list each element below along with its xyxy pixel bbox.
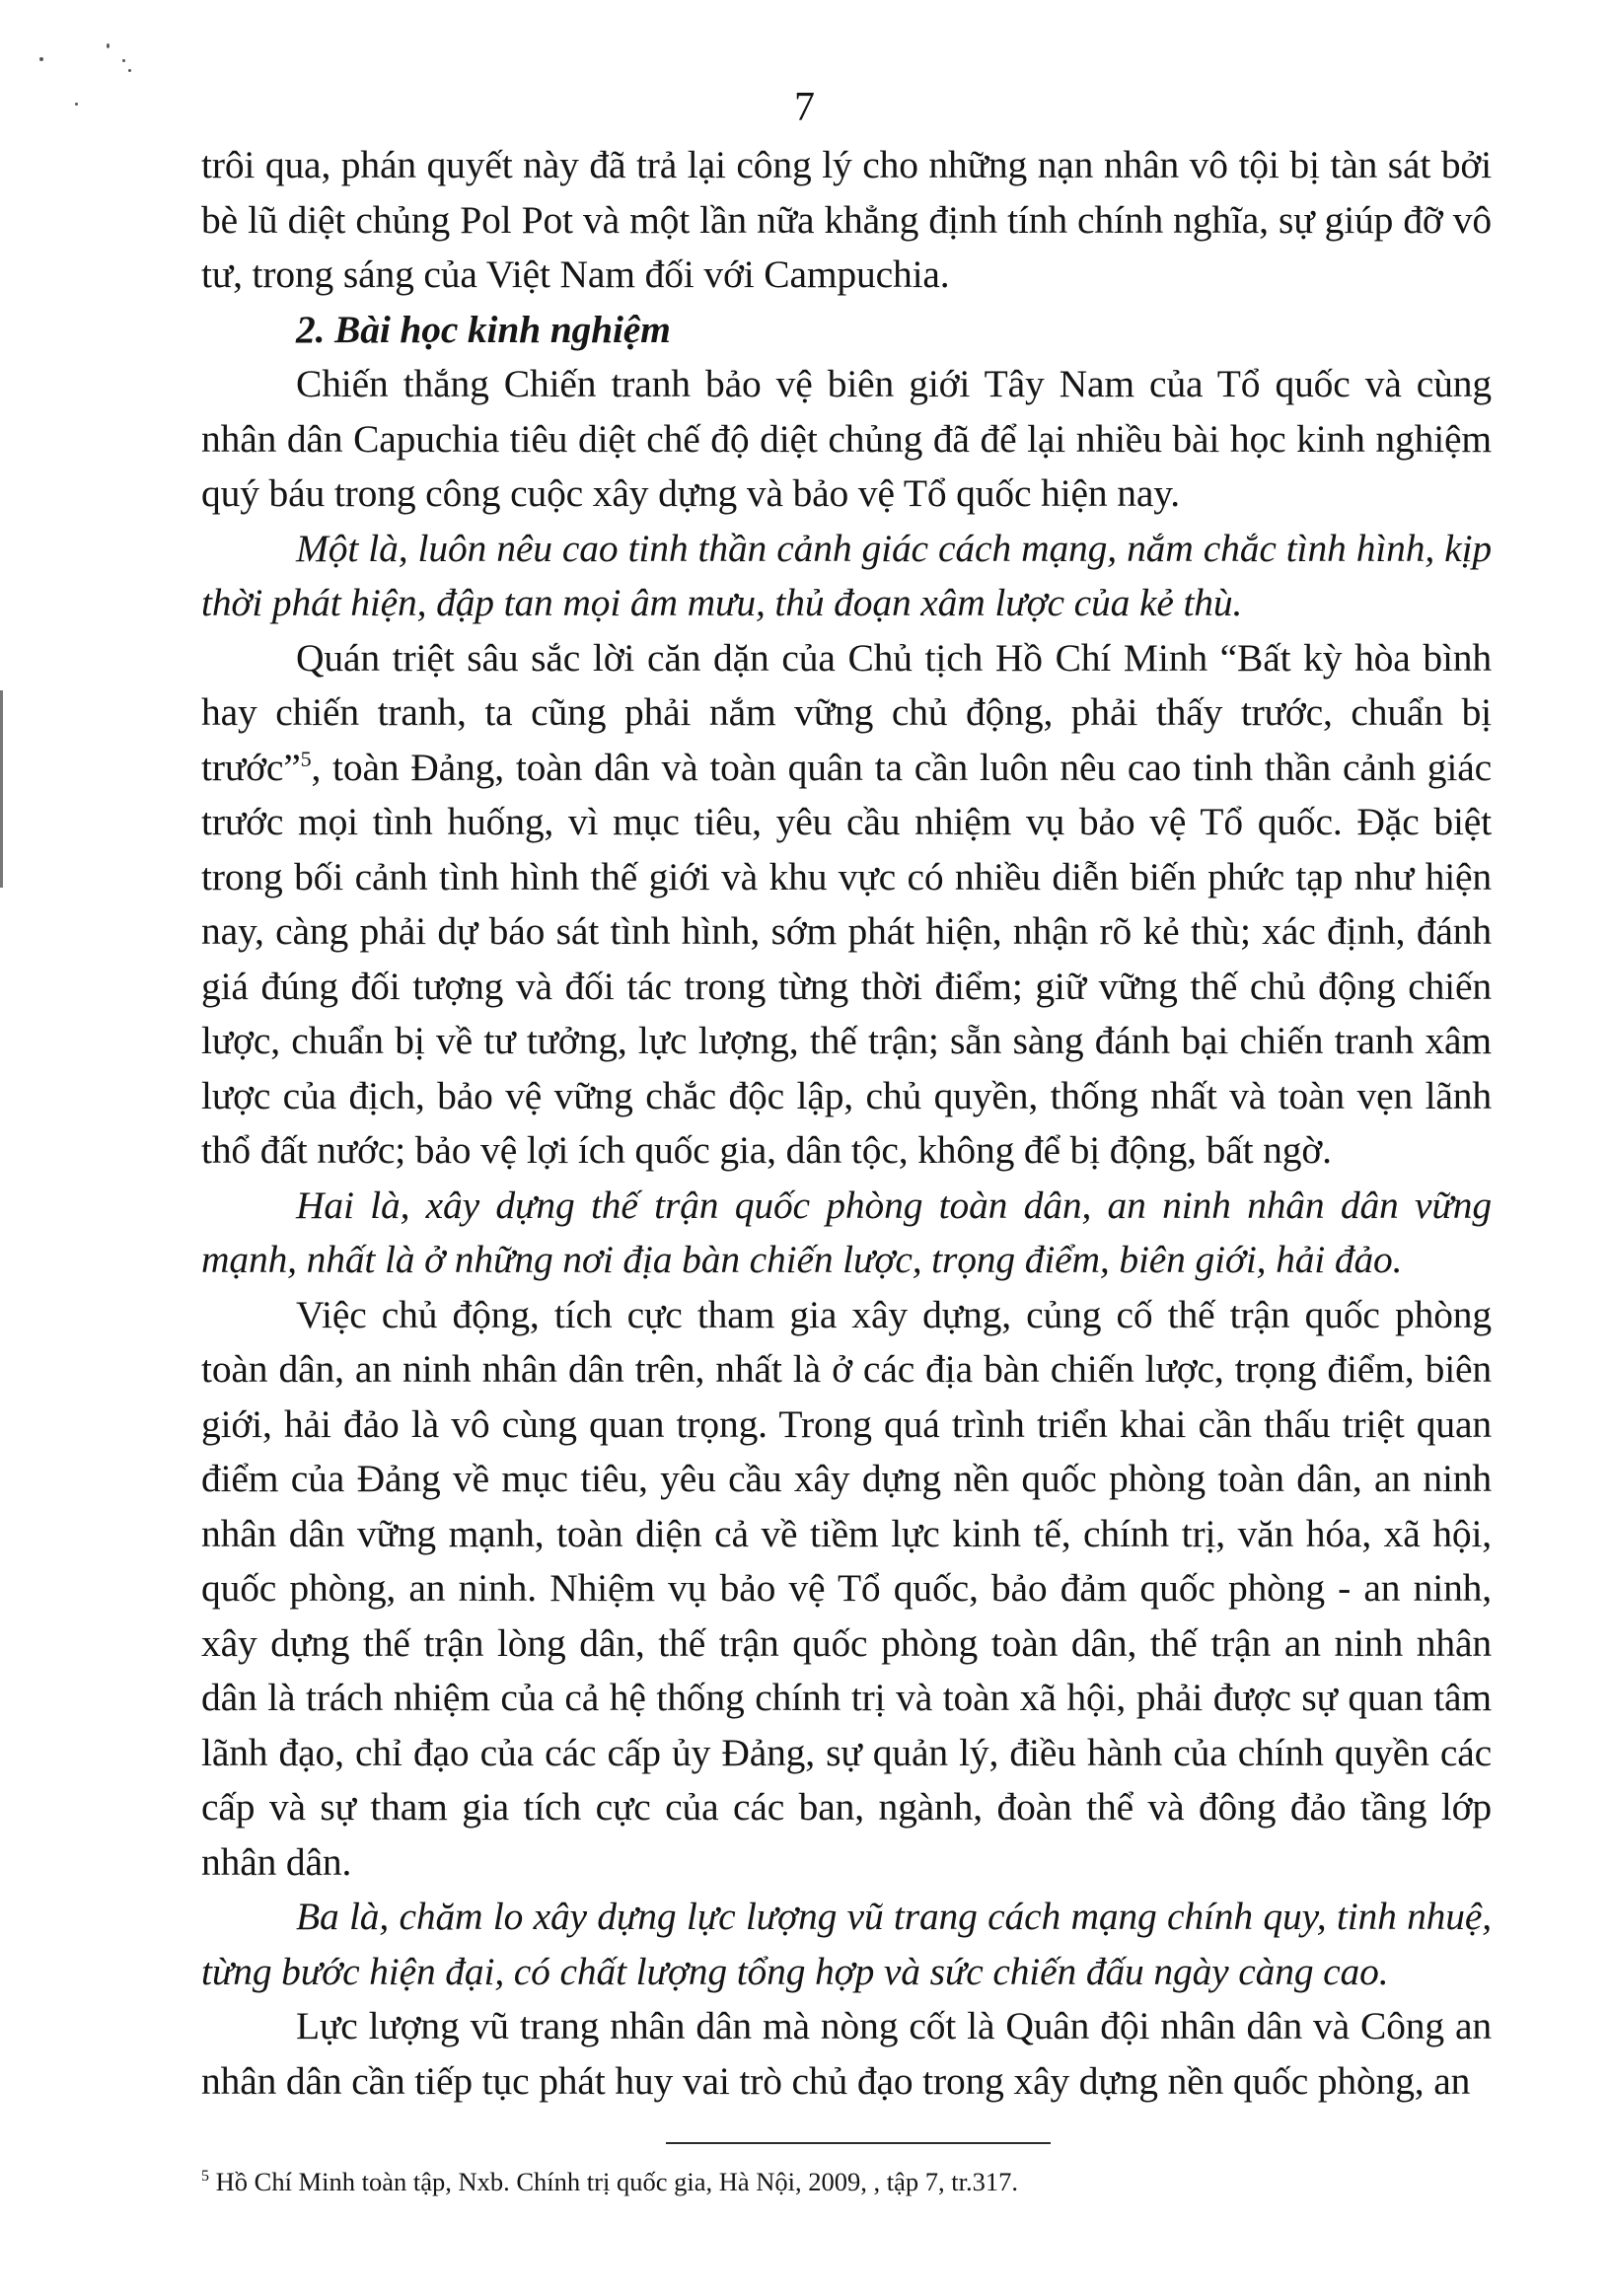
footnote: [201, 2165, 1484, 2198]
lesson-two: Hai là, xây dựng thế trận quốc phòng toàn dân, an ninh nhân dân vững mạnh, nhất là ở những nơi địa bàn chiến lược, trọng điểm, biên giới, hải đảo.: [201, 1183, 1492, 1281]
footnote-reference: 5: [300, 746, 312, 771]
footnote-text: Hồ Chí Minh toàn tập, Nxb. Chính trị quốc gia, Hà Nội, 2009, , tập 7, tr.317.: [209, 2167, 1018, 2196]
scan-speck: [122, 59, 125, 62]
scan-speck: [39, 57, 43, 61]
paragraph-lesson-two: Việc chủ động, tích cực tham gia xây dựng, củng cố thế trận quốc phòng toàn dân, an ninh nhân dân trên, nhất là ở các địa bàn chiến lược, trọng điểm, biên giới, hải đảo là vô cùng quan trọng. Trong quá trình triển khai cần thấu triệt quan điểm của Đảng về mục tiêu, yêu cầu xây dựng nền quốc phòng toàn dân, an ninh nhân dân vững mạnh, toàn diện cả về tiềm lực kinh tế, chính trị, văn hóa, xã hội, quốc phòng, an ninh. Nhiệm vụ bảo vệ Tổ quốc, bảo đảm quốc phòng - an ninh, xây dựng thế trận lòng dân, thế trận quốc phòng toàn dân, thế trận an ninh nhân dân là trách nhiệm của cả hệ thống chính trị và toàn xã hội, phải được sự quan tâm lãnh đạo, chỉ đạo của các cấp ủy Đảng, sự quản lý, điều hành của chính quyền các cấp và sự tham gia tích cực của các ban, ngành, đoàn thể và đông đảo tầng lớp nhân dân.: [201, 1292, 1492, 1884]
paragraph-lesson-one-lead: Quán triệt sâu sắc lời căn dặn của Chủ tịch Hồ Chí Minh “Bất kỳ hòa bình hay chiến tranh, ta cũng phải nắm vững chủ động, phải thấy trước, chuẩn bị trước”: [201, 635, 1492, 789]
paragraph-lesson-one: [201, 631, 1492, 1179]
footnote-separator: [666, 2142, 1051, 2144]
scan-edge-mark: [0, 690, 3, 888]
body-text: [201, 138, 1492, 2109]
section-heading: 2. Bài học kinh nghiệm: [296, 307, 671, 351]
lesson-one: Một là, luôn nêu cao tinh thần cảnh giác cách mạng, nắm chắc tình hình, kịp thời phát hiện, đập tan mọi âm mưu, thủ đoạn xâm lược của kẻ thù.: [201, 526, 1492, 624]
footnote-number: 5: [201, 2168, 209, 2186]
scan-speck: [128, 69, 131, 72]
paragraph-lesson-one-body: , toàn Đảng, toàn dân và toàn quân ta cần luôn nêu cao tinh thần cảnh giác trước mọi tình huống, vì mục tiêu, yêu cầu nhiệm vụ bảo vệ Tổ quốc. Đặc biệt trong bối cảnh tình hình thế giới và khu vực có nhiều diễn biến phức tạp như hiện nay, càng phải dự báo sát tình hình, sớm phát hiện, nhận rõ kẻ thù; xác định, đánh giá đúng đối tượng và đối tác trong từng thời điểm; giữ vững thế chủ động chiến lược, chuẩn bị về tư tưởng, lực lượng, thế trận; sẵn sàng đánh bại chiến tranh xâm lược của địch, bảo vệ vững chắc độc lập, chủ quyền, thống nhất và toàn vẹn lãnh thổ đất nước; bảo vệ lợi ích quốc gia, dân tộc, không để bị động, bất ngờ.: [201, 745, 1492, 1172]
paragraph-intro: Chiến thắng Chiến tranh bảo vệ biên giới Tây Nam của Tổ quốc và cùng nhân dân Capuchia tiêu diệt chế độ diệt chủng đã để lại nhiều bài học kinh nghiệm quý báu trong công cuộc xây dựng và bảo vệ Tổ quốc hiện nay.: [201, 362, 1492, 515]
paragraph-continuation: trôi qua, phán quyết này đã trả lại công lý cho những nạn nhân vô tội bị tàn sát bởi bè lũ diệt chủng Pol Pot và một lần nữa khẳng định tính chính nghĩa, sự giúp đỡ vô tư, trong sáng của Việt Nam đối với Campuchia.: [201, 143, 1492, 296]
page-number: 7: [794, 85, 815, 130]
paragraph-lesson-three: Lực lượng vũ trang nhân dân mà nòng cốt là Quân đội nhân dân và Công an nhân dân cần tiếp tục phát huy vai trò chủ đạo trong xây dựng nền quốc phòng, an: [201, 2004, 1492, 2103]
scan-speck: [107, 43, 110, 48]
lesson-three: Ba là, chăm lo xây dựng lực lượng vũ trang cách mạng chính quy, tinh nhuệ, từng bước hiện đại, có chất lượng tổng hợp và sức chiến đấu ngày càng cao.: [201, 1895, 1492, 1993]
